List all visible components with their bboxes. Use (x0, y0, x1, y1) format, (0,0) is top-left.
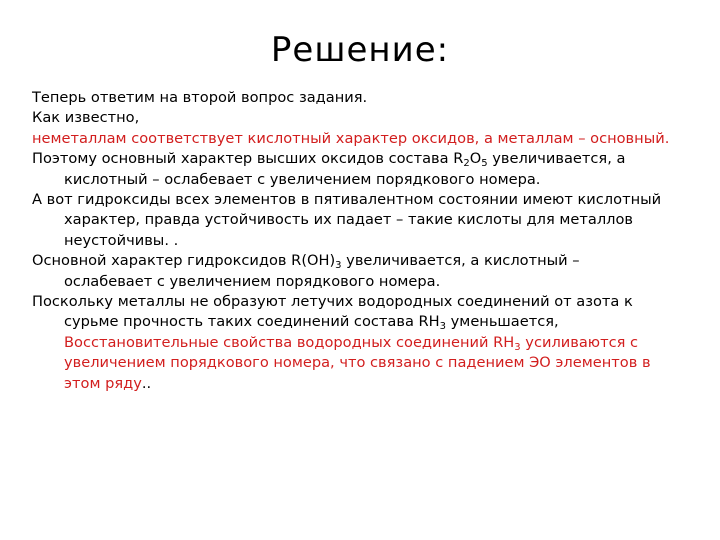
subscript-3: 3 (335, 260, 342, 272)
paragraph-2: Как известно, (32, 109, 140, 127)
paragraph-5: А вот гидроксиды всех элементов в пятивалентном состоянии имеют кислотный характер, правда устойчивость их падает – такие кислоты для металлов неустойчивы. . (32, 191, 662, 249)
paragraph-7-end: .. (141, 374, 152, 392)
subscript-5: 5 (481, 158, 488, 170)
paragraph-7-highlight (64, 334, 651, 392)
subscript-2: 2 (463, 158, 470, 170)
paragraph-3-highlight: неметаллам соответствует кислотный характер оксидов, а металлам – основный. (32, 129, 670, 147)
paragraph-6-text-a: Основной характер гидроксидов R(OH) (32, 252, 336, 270)
paragraph-7-red-b: усиливаются с увеличением порядкового номера, что связано с падением ЭО элементов в этом ряду (64, 333, 651, 392)
paragraph-4 (32, 149, 672, 190)
paragraph-4-text-b: O (469, 150, 482, 168)
paragraph-7-text-a: Поскольку металлы не образуют летучих водородных соединений от азота к сурьме прочность таких соединений состава RH (32, 293, 633, 331)
paragraph-7-text-b: уменьшается, (446, 313, 559, 331)
paragraph-6-text-b: увеличивается, а кислотный – ослабевает с увеличением порядкового номера. (64, 252, 580, 290)
paragraph-6 (32, 251, 672, 292)
slide-body (32, 88, 672, 394)
paragraph-1: Теперь ответим на второй вопрос задания. (32, 89, 368, 106)
paragraph-7-red-a: Восстановительные свойства водородных соединений RH (64, 333, 515, 351)
paragraph-4-text-c: увеличивается, а кислотный – ослабевает с увеличением порядкового номера. (64, 150, 626, 188)
slide-title: Решение: (270, 30, 450, 70)
paragraph-7 (32, 292, 672, 394)
subscript-3-red: 3 (514, 341, 521, 353)
paragraph-4-text-a: Поэтому основный характер высших оксидов состава R (32, 150, 464, 168)
subscript-3: 3 (439, 321, 447, 333)
